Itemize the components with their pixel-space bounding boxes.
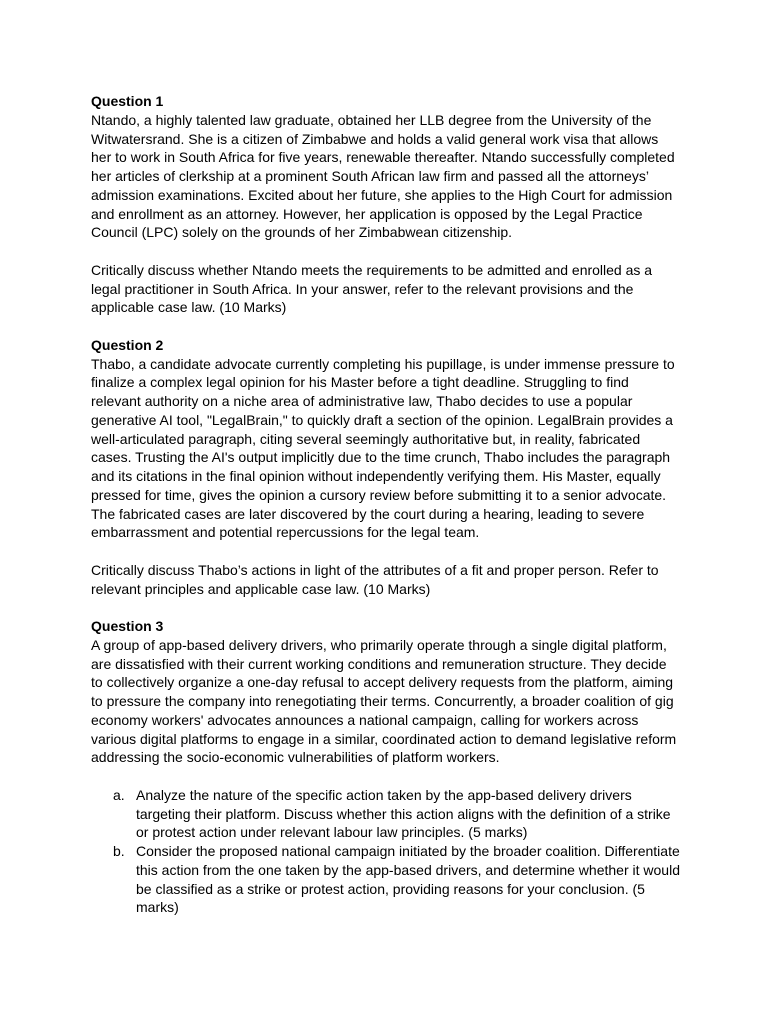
paragraph-spacer (91, 242, 681, 261)
list-marker: a. (113, 786, 125, 803)
question-3-sub-questions (91, 786, 681, 917)
paragraph-spacer (91, 542, 681, 561)
document-page (91, 92, 681, 917)
question-2-title: Question 2 (91, 336, 164, 353)
sub-question-a-text: Analyze the nature of the specific action taken by the app-based delivery drivers targeting their platform. Discuss whether this action aligns with the definition of a strike or protest action under relevant labour law principles. (5 marks) (136, 786, 671, 841)
question-2 (91, 336, 681, 599)
question-3-title: Question 3 (91, 618, 164, 634)
list-item (91, 786, 681, 842)
question-3 (91, 617, 681, 917)
question-2-prompt: Critically discuss Thabo’s actions in light of the attributes of a fit and proper person. Refer to relevant principles and applicable case law. (10 Marks) (91, 561, 659, 597)
question-1-prompt: Critically discuss whether Ntando meets the requirements to be admitted and enrolled as a legal practitioner in South Africa. In your answer, refer to the relevant provisions and the applicable case law. (10 Marks) (91, 261, 653, 316)
list-item (91, 842, 681, 917)
question-1-title: Question 1 (91, 93, 164, 109)
list-marker: b. (113, 843, 125, 859)
section-spacer (91, 598, 681, 617)
sub-question-b-text: Consider the proposed national campaign initiated by the broader coalition. Differentiate this action from the one taken by the app-based drivers, and determine whether it would be classified as a strike or protest action, providing reasons for your conclusion. (5 marks) (136, 843, 680, 916)
section-spacer (91, 317, 681, 336)
question-1 (91, 92, 681, 317)
question-1-scenario: Ntando, a highly talented law graduate, obtained her LLB degree from the University of the Witwatersrand. She is a citizen of Zimbabwe and holds a valid general work visa that allows her to work in South Africa for five years, renewable thereafter. Ntando successfully completed her articles of clerkship at a prominent South African law firm and passed all the attorneys’ admission examinations. Excited about her future, she applies to the High Court for admission and enrollment as an attorney. However, her application is opposed by the Legal Practice Council (LPC) solely on the grounds of her Zimbabwean citizenship. (91, 111, 675, 241)
paragraph-spacer (91, 767, 681, 786)
question-2-scenario: Thabo, a candidate advocate currently completing his pupillage, is under immense pressure to finalize a complex legal opinion for his Master before a tight deadline. Struggling to find relevant authority on a niche area of administrative law, Thabo decides to use a popular generative AI tool, "LegalBrain," to quickly draft a section of the opinion. LegalBrain provides a well-articulated paragraph, citing several seemingly authoritative but, in reality, fabricated cases. Trusting the AI's output implicitly due to the time crunch, Thabo includes the paragraph and its citations in the final opinion without independently verifying them. His Master, equally pressed for time, gives the opinion a cursory review before submitting it to a senior advocate. The fabricated cases are later discovered by the court during a hearing, leading to severe embarrassment and potential repercussions for the legal team. (91, 355, 675, 541)
question-3-scenario: A group of app-based delivery drivers, who primarily operate through a single digital platform, are dissatisfied with their current working conditions and remuneration structure. They decide to collectively organize a one-day refusal to accept delivery requests from the platform, aiming to pressure the company into renegotiating their terms. Concurrently, a broader coalition of gig economy workers' advocates announces a national campaign, calling for workers across various digital platforms to engage in a similar, coordinated action to demand legislative reform addressing the socio-economic vulnerabilities of platform workers. (91, 636, 677, 766)
